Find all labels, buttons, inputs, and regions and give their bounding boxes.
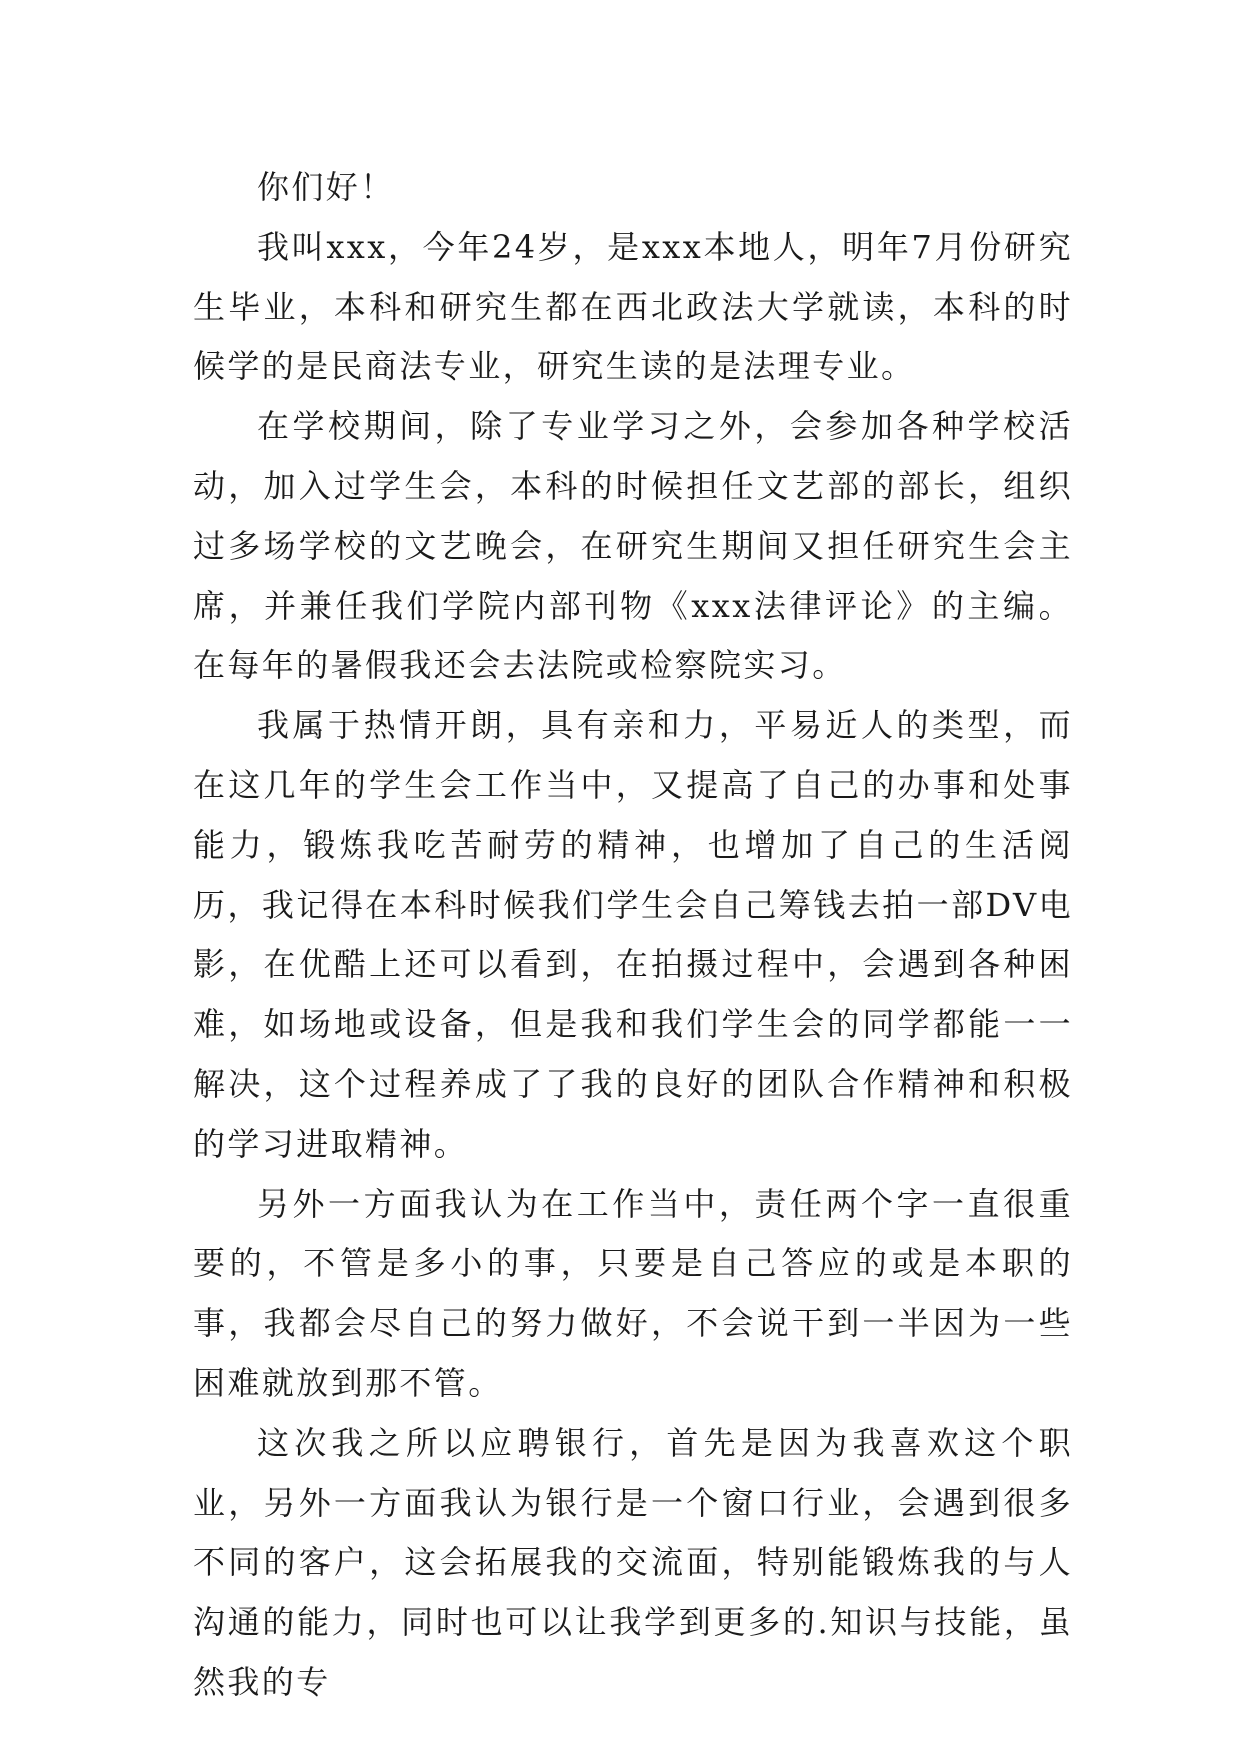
paragraph-school-activities: 在学校期间，除了专业学习之外，会参加各种学校活动，加入过学生会，本科的时候担任文艺部的部长，组织过多场学校的文艺晚会，在研究生期间又担任研究生会主席，并兼任我们学院内部刊物《xxx法律评论》的主编。在每年的暑假我还会去法院或检察院实习。 — [193, 407, 1073, 685]
paragraph-responsibility: 另外一方面我认为在工作当中，责任两个字一直很重要的，不管是多小的事，只要是自己答应的或是本职的事，我都会尽自己的努力做好，不会说干到一半因为一些困难就放到那不管。 — [193, 1184, 1073, 1402]
paragraph-introduction: 我叫xxx，今年24岁，是xxx本地人，明年7月份研究生毕业，本科和研究生都在西北政法大学就读，本科的时候学的是民商法专业，研究生读的是法理专业。 — [193, 227, 1073, 386]
document-body — [193, 158, 1073, 1713]
paragraph-bank-application: 这次我之所以应聘银行，首先是因为我喜欢这个职业，另外一方面我认为银行是一个窗口行业，会遇到很多不同的客户，这会拓展我的交流面，特别能锻炼我的与人沟通的能力，同时也可以让我学到更多的.知识与技能，虽然我的专 — [193, 1423, 1073, 1701]
paragraph-personality: 我属于热情开朗，具有亲和力，平易近人的类型，而在这几年的学生会工作当中，又提高了自己的办事和处事能力，锻炼我吃苦耐劳的精神，也增加了自己的生活阅历，我记得在本科时候我们学生会自己筹钱去拍一部DV电影，在优酷上还可以看到，在拍摄过程中，会遇到各种困难，如场地或设备，但是我和我们学生会的同学都能一一解决，这个过程养成了了我的良好的团队合作精神和积极的学习进取精神。 — [193, 706, 1073, 1163]
paragraph-greeting: 你们好！ — [257, 168, 395, 206]
